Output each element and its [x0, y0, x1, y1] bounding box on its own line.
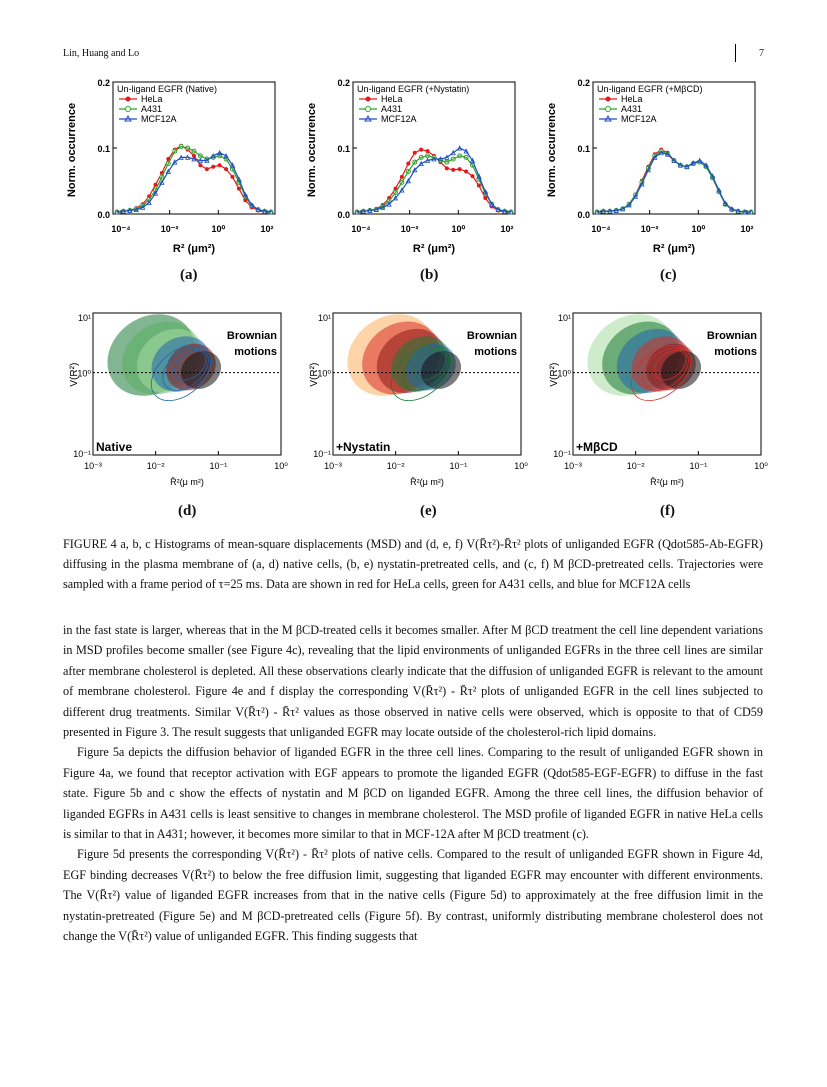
- x-axis-label: R² (μm²): [652, 243, 696, 255]
- panel-label-b: (b): [420, 267, 439, 283]
- x-tick-label: 10²: [500, 224, 514, 234]
- y-tick-label: 10⁰: [317, 368, 331, 379]
- x-tick-label: 10⁻¹: [209, 461, 228, 471]
- x-axis-label: R² (μm²): [172, 243, 216, 255]
- motions-annotation: motions: [234, 346, 277, 358]
- x-tick-label: 10⁰: [451, 224, 466, 234]
- y-tick-label: 10⁻¹: [553, 449, 571, 459]
- legend-entry: HeLa: [141, 94, 163, 104]
- header-authors: Lin, Huang and Lo: [63, 48, 140, 59]
- motions-annotation: motions: [474, 346, 517, 358]
- condition-label: +Nystatin: [336, 440, 391, 454]
- legend-entry: HeLa: [381, 94, 403, 104]
- x-tick-label: 10⁻²: [386, 461, 405, 471]
- paragraph-1: in the fast state is larger, whereas that in the M βCD-treated cells it becomes smaller. After M βCD treatment the cell line dependent variations in MSD profiles become smaller (see Figure 4c), revealing that the lipid environments of unliganded EGFRs in the three cell lines are similar after membrane cholesterol is depleted. All these observations clearly indicate that the diffusion of unliganded EGFR is relevant to the amount of membrane cholesterol. Figure 4e and f display the corresponding V(R̄τ²) - R̄τ² plots of unliganded EGFR in the cell lines subjected to different drug treatments. Similar V(R̄τ²) - R̄τ² values as those observed in native cells were observed, which is opposite to that of CD59 presented in Figure 3. The result suggests that unliganded EGFR may locate outside of the cholesterol-rich lipid domains.: [63, 623, 763, 740]
- legend-title: Un-ligand EGFR (Native): [117, 84, 218, 94]
- panel-label-d: (d): [178, 503, 197, 519]
- panel-label-c: (c): [660, 267, 677, 283]
- x-tick-label: 10⁻¹: [449, 461, 468, 471]
- x-tick-label: 10⁻²: [626, 461, 645, 471]
- legend-entry: A431: [141, 104, 163, 114]
- series-line-hela: [117, 146, 271, 212]
- x-tick-label: 10⁻²: [160, 224, 179, 234]
- panel-label-e: (e): [420, 503, 437, 519]
- y-tick-label: 0.1: [337, 144, 350, 154]
- running-header: [63, 48, 764, 64]
- y-tick-label: 10¹: [557, 313, 571, 323]
- x-tick-label: 10⁻⁴: [591, 224, 611, 234]
- y-tick-label: 0.2: [337, 78, 350, 88]
- x-tick-label: 10⁻¹: [689, 461, 708, 471]
- legend-title: Un-ligand EGFR (+Nystatin): [357, 84, 470, 94]
- x-axis-label: R̄²(μ m²): [170, 477, 204, 487]
- y-tick-label: 0.0: [577, 210, 590, 220]
- x-axis-label: R² (μm²): [412, 243, 456, 255]
- x-tick-label: 10⁻³: [564, 461, 582, 471]
- panel-label-f: (f): [660, 503, 675, 519]
- legend-entry: MCF12A: [621, 114, 657, 124]
- histogram-panel-a: [63, 70, 285, 265]
- x-tick-label: 10²: [740, 224, 754, 234]
- x-tick-label: 10⁻⁴: [351, 224, 371, 234]
- histogram-panel-c: [543, 70, 765, 265]
- x-tick-label: 10⁻³: [324, 461, 342, 471]
- x-tick-label: 10⁰: [211, 224, 226, 234]
- motions-annotation: motions: [714, 346, 757, 358]
- y-tick-label: 10⁰: [557, 368, 571, 379]
- y-axis-label: Norm. occurrence: [306, 102, 318, 198]
- y-axis-label: Norm. occurrence: [546, 102, 558, 198]
- x-tick-label: 10⁻²: [146, 461, 165, 471]
- x-tick-label: 10⁻⁴: [111, 224, 131, 234]
- y-tick-label: 0.1: [97, 144, 110, 154]
- y-tick-label: 10¹: [317, 313, 331, 323]
- legend-entry: MCF12A: [141, 114, 177, 124]
- header-page-number: 7: [759, 48, 764, 59]
- y-tick-label: 0.2: [577, 78, 590, 88]
- y-tick-label: 0.0: [337, 210, 350, 220]
- contour-panel-e: [303, 305, 528, 502]
- y-tick-label: 10¹: [77, 313, 91, 323]
- y-axis-label: Norm. occurrence: [66, 102, 78, 198]
- x-tick-label: 10⁻²: [640, 224, 659, 234]
- histogram-svg: [303, 70, 525, 260]
- brownian-annotation: Brownian: [706, 330, 757, 342]
- histogram-svg: [63, 70, 285, 260]
- contour-panel-d: [63, 305, 288, 502]
- paragraph-2: Figure 5a depicts the diffusion behavior of liganded EGFR in the three cell lines. Comparing to the result of unliganded EGFR shown in Figure 4a, we found that receptor activation with EGF appears to promote the liganded EGFR (Qdot585-EGF-EGFR) to diffuse in the fast state. Figure 5b and c show the effects of nystatin and M βCD on liganded EGFR. Among the three cell lines, the diffusion behavior of liganded EGFRs in A431 cells is least sensitive to changes in membrane cholesterol. The MSD profile of liganded EGFR in native HeLa cells is similar to that in A431; however, it becomes more similar to that in MCF-12A after M βCD treatment (c).: [63, 745, 763, 842]
- x-axis-label: R̄²(μ m²): [410, 477, 444, 487]
- condition-label: +MβCD: [576, 440, 618, 454]
- body-text: [63, 620, 763, 947]
- histogram-svg: [543, 70, 765, 260]
- y-tick-label: 10⁻¹: [313, 449, 331, 459]
- legend-title: Un-ligand EGFR (+MβCD): [597, 84, 703, 94]
- y-tick-label: 10⁰: [77, 368, 91, 379]
- panel-label-a: (a): [180, 267, 198, 283]
- legend-entry: HeLa: [621, 94, 643, 104]
- condition-label: Native: [96, 440, 133, 454]
- y-axis-label: V(R²): [69, 362, 80, 387]
- legend-entry: MCF12A: [381, 114, 417, 124]
- x-tick-label: 10⁻²: [400, 224, 419, 234]
- histogram-panel-b: [303, 70, 525, 265]
- y-tick-label: 10⁻¹: [73, 449, 91, 459]
- y-axis-label: V(R²): [309, 362, 320, 387]
- brownian-annotation: Brownian: [226, 330, 277, 342]
- y-tick-label: 0.0: [97, 210, 110, 220]
- x-tick-label: 10⁰: [514, 461, 528, 471]
- x-tick-label: 10⁰: [754, 461, 768, 471]
- header-divider: [735, 44, 736, 62]
- figure-caption: FIGURE 4 a, b, c Histograms of mean-square displacements (MSD) and (d, e, f) V(R̄τ²)-R̄τ² plots of unliganded EGFR (Qdot585-Ab-EGFR) diffusing in the plasma membrane of (a, d) native cells, (b, e) nystatin-pretreated cells, and (c, f) M βCD-pretreated cells. Trajectories were sampled with a frame period of τ=25 ms. Data are shown in red for HeLa cells, green for A431 cells, and blue for MCF12A cells: [63, 537, 763, 591]
- x-tick-label: 10⁰: [691, 224, 706, 234]
- x-tick-label: 10⁻³: [84, 461, 102, 471]
- paragraph-3: Figure 5d presents the corresponding V(R̄τ²) - R̄τ² plots of native cells. Compared to the result of unliganded EGFR shown in Figure 4d, EGF binding decreases V(R̄τ²) to below the free diffusion limit, suggesting that liganded EGFR may encounter with different environments. The V(R̄τ²) value of liganded EGFR increases from that in the native cells (Figure 5d) to approximately at the free diffusion limit in the nystatin-pretreated (Figure 5e) and M βCD-pretreated cells (Figure 5f). By contrast, uniformly distributing membrane cholesterol does not change the V(R̄τ²) value of unliganded EGFR. This finding suggests that: [63, 847, 763, 944]
- y-tick-label: 0.1: [577, 144, 590, 154]
- x-tick-label: 10²: [260, 224, 274, 234]
- contour-panel-f: [543, 305, 768, 502]
- brownian-annotation: Brownian: [466, 330, 517, 342]
- x-tick-label: 10⁰: [274, 461, 288, 471]
- y-tick-label: 0.2: [97, 78, 110, 88]
- legend-entry: A431: [381, 104, 403, 114]
- series-line-a431: [357, 156, 511, 212]
- y-axis-label: V(R²): [549, 362, 560, 387]
- x-axis-label: R̄²(μ m²): [650, 477, 684, 487]
- legend-entry: A431: [621, 104, 643, 114]
